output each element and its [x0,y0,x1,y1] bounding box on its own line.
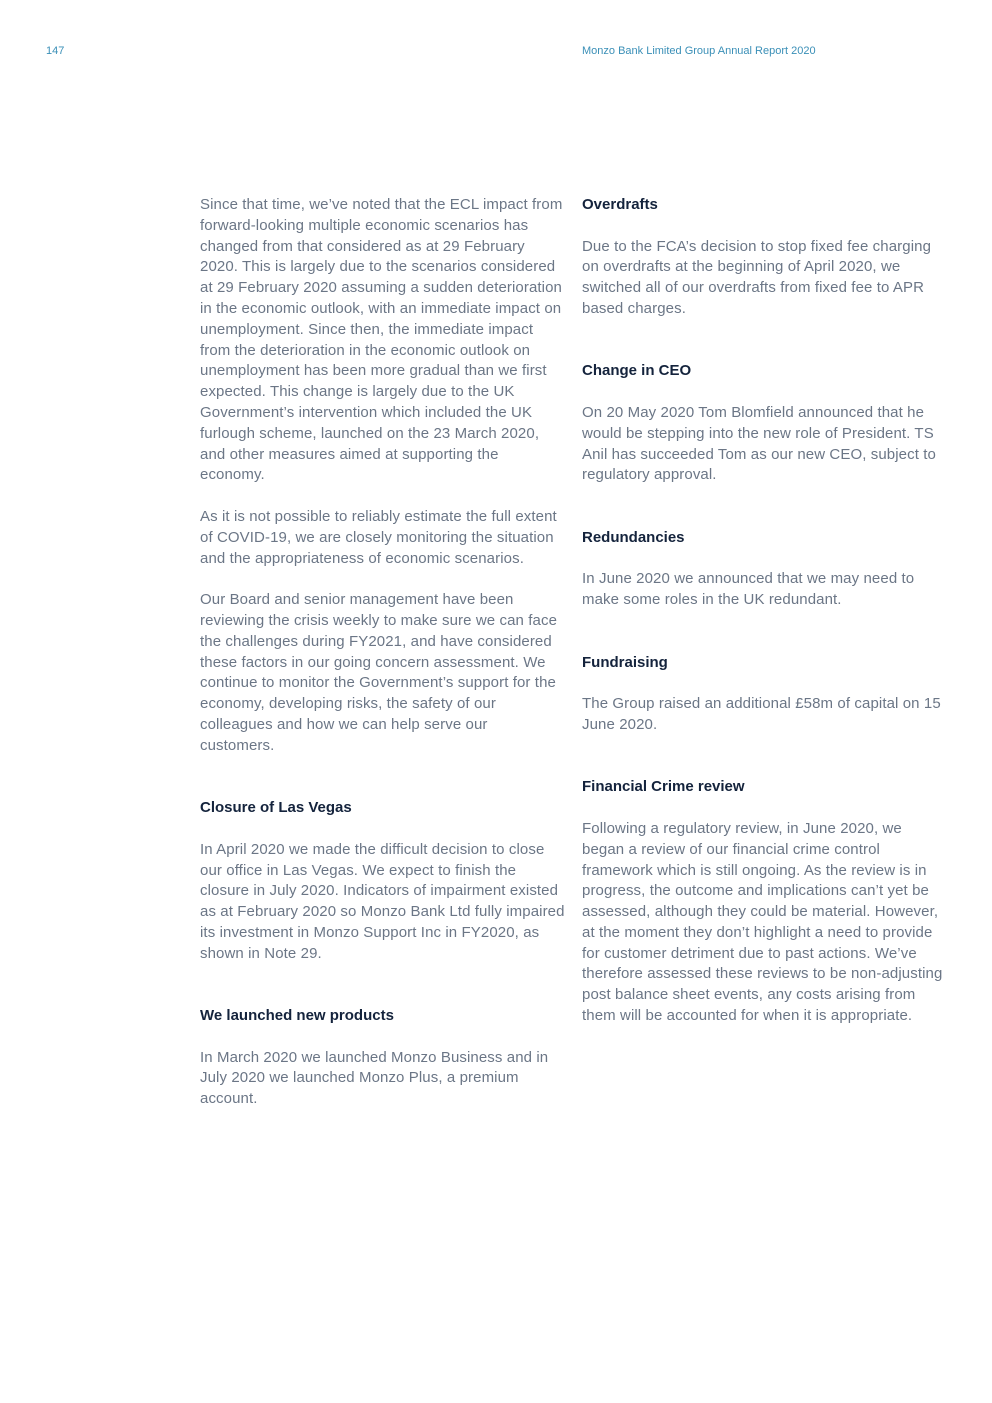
board-review-paragraph: Our Board and senior management have been reviewing the crisis weekly to make sure we can face the challenges during FY2021, and have considered these factors in our going concern assessment. We continue to monitor the Government’s support for the economy, developing risks, the safety of our colleagues and how we can help serve our customers. [200,591,558,754]
covid-monitoring-paragraph: As it is not possible to reliably estimate the full extent of COVID-19, we are closely monitoring the situation and the appropriateness of economic scenarios. [200,507,557,567]
redundancies-paragraph: In June 2020 we announced that we may need to make some roles in the UK redundant. [582,570,915,609]
las-vegas-paragraph: In April 2020 we made the difficult decision to close our office in Las Vegas. We expect to finish the closure in July 2020. Indicators of impairment existed as at February 2020 so Monzo Bank Ltd fully impaired its investment in Monzo Support Inc in FY2020, as shown in Note 29. [200,840,565,962]
page-number: 147 [46,45,65,57]
fundraising-paragraph: The Group raised an additional £58m of capital on 15 June 2020. [582,695,941,733]
ceo-heading: Change in CEO [582,362,692,380]
overdrafts-paragraph: Due to the FCA’s decision to stop fixed fee charging on overdrafts at the beginning of April 2020, we switched all of our overdrafts from fixed fee to APR based charges. [582,237,932,317]
financial-crime-heading: Financial Crime review [582,778,745,796]
financial-crime-paragraph: Following a regulatory review, in June 2020, we began a review of our financial crime control framework which is still ongoing. As the review is in progress, the outcome and implications can’t yet be assessed, although they could be material. However, at the moment they don’t highlight a need to provide for customer detriment due to past actions. We’ve therefore assessed these reviews to be non-adjusting post balance sheet events, any costs arising from them will be accounted for when it is appropriate. [582,819,943,1025]
new-products-heading: We launched new products [200,1007,394,1025]
overdrafts-heading: Overdrafts [582,196,658,213]
ceo-paragraph: On 20 May 2020 Tom Blomfield announced that he would be stepping into the new role of President. TS Anil has succeeded Tom as our new CEO, subject to regulatory approval. [582,403,936,484]
fundraising-heading: Fundraising [582,653,668,671]
left-column [200,195,566,1131]
right-column [582,195,948,1048]
covid-ecl-paragraph: Since that time, we’ve noted that the ECL impact from forward-looking multiple economic scenarios has changed from that considered as at 29 February 2020. This is largely due to the scenarios considered at 29 February 2020 assuming a sudden deterioration in the economic outlook, with an immediate impact on unemployment. Since then, the immediate impact from the deterioration in the economic outlook on unemployment has been more gradual than we first expected. This change is largely due to the UK Government’s intervention which included the UK furlough scheme, launched on the 23 March 2020, and other measures aimed at supporting the economy. [200,196,563,484]
las-vegas-heading: Closure of Las Vegas [200,799,352,817]
report-title: Monzo Bank Limited Group Annual Report 2020 [582,45,816,57]
redundancies-heading: Redundancies [582,528,685,546]
new-products-paragraph: In March 2020 we launched Monzo Business and in July 2020 we launched Monzo Plus, a premium account. [200,1048,549,1108]
